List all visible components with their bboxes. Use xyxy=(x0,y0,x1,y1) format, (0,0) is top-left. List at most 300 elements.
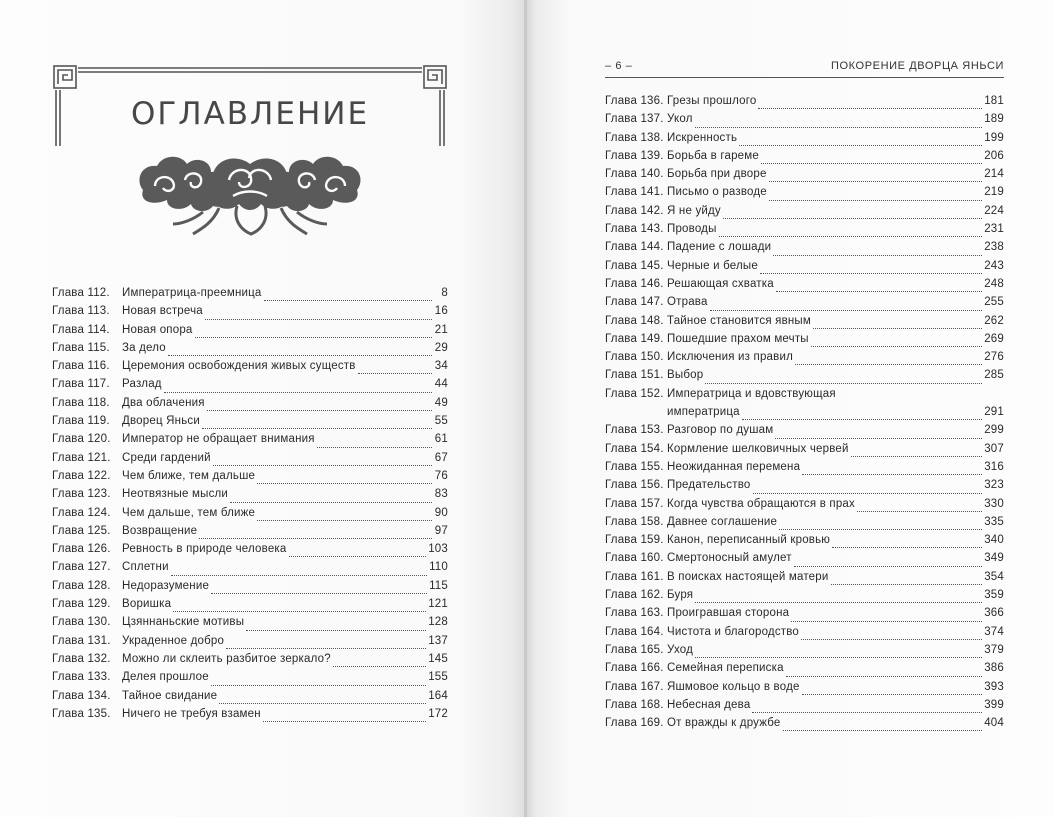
toc-entry xyxy=(605,296,1004,314)
chapter-title: Можно ли склеить разбитое зеркало? xyxy=(122,652,331,665)
chapter-page: 145 xyxy=(428,652,448,665)
chapter-page: 199 xyxy=(984,131,1004,144)
chapter-page: 255 xyxy=(984,296,1004,309)
chapter-page: 128 xyxy=(428,616,448,629)
chapter-title: Канон, переписанный кровью xyxy=(667,534,831,547)
toc-entry xyxy=(52,433,448,451)
toc-entry xyxy=(605,699,1004,717)
chapter-page: 214 xyxy=(984,168,1004,181)
chapter-page: 115 xyxy=(429,579,448,592)
chapter-page: 323 xyxy=(984,479,1004,492)
chapter-title: Черные и белые xyxy=(667,259,758,272)
chapter-number: Глава 153. xyxy=(605,424,664,437)
dot-leader xyxy=(710,309,983,311)
chapter-page: 103 xyxy=(428,543,448,556)
toc-entry xyxy=(52,470,448,488)
chapter-page: 55 xyxy=(434,415,448,428)
chapter-number: Глава 164. xyxy=(605,625,664,638)
chapter-page: 393 xyxy=(984,680,1004,693)
chapter-number: Глава 114. xyxy=(52,323,110,336)
dot-leader xyxy=(230,501,432,503)
dot-leader xyxy=(831,583,983,585)
chapter-page: 399 xyxy=(984,698,1004,711)
chapter-number: Глава 131. xyxy=(52,634,111,647)
chapter-title: Падение с лошади xyxy=(667,241,772,254)
chapter-page: 29 xyxy=(434,341,448,354)
toc-entry xyxy=(52,580,448,598)
chapter-title: Когда чувства обращаются в прах xyxy=(667,497,855,510)
dot-leader xyxy=(226,647,426,649)
chapter-title: Отрава xyxy=(667,296,708,309)
dot-leader xyxy=(246,629,426,631)
dot-leader xyxy=(769,199,982,201)
toc-entry xyxy=(52,507,448,525)
chapter-page: 219 xyxy=(984,186,1004,199)
chapter-title: Императрица-преемница xyxy=(122,287,262,299)
chapter-page: 224 xyxy=(984,204,1004,217)
toc-entry xyxy=(605,516,1004,534)
chapter-page: 316 xyxy=(984,460,1004,473)
chapter-title: Укол xyxy=(667,113,693,126)
toc-entry xyxy=(52,360,448,378)
dot-leader xyxy=(773,254,982,256)
chapter-number: Глава 150. xyxy=(605,351,664,364)
chapter-title: Тайное становится явным xyxy=(667,314,811,327)
running-head xyxy=(605,60,1004,76)
chapter-title: Воришка xyxy=(122,598,172,611)
dot-leader xyxy=(257,482,432,484)
dot-leader xyxy=(794,565,982,567)
chapter-title: Грезы прошлого xyxy=(667,95,757,107)
chapter-title: Разговор по душам xyxy=(667,424,774,437)
toc-entry xyxy=(605,479,1004,497)
chapter-number: Глава 132. xyxy=(52,652,111,665)
chapter-title: Делея прошлое xyxy=(122,671,209,684)
dot-leader xyxy=(211,592,427,594)
chapter-number: Глава 119. xyxy=(52,415,110,428)
chapter-page: 44 xyxy=(434,378,448,391)
dot-leader xyxy=(783,729,983,731)
cloud-ornament-icon xyxy=(133,150,367,242)
dot-leader xyxy=(168,354,432,356)
dot-leader xyxy=(723,217,982,219)
toc-entry xyxy=(52,635,448,653)
chapter-title: В поисках настоящей матери xyxy=(667,570,829,583)
chapter-number: Глава 149. xyxy=(605,332,664,345)
toc-title: ОГЛАВЛЕНИЕ xyxy=(130,96,370,132)
chapter-page: 76 xyxy=(434,469,448,482)
chapter-number: Глава 143. xyxy=(605,223,664,236)
book-title: ПОКОРЕНИЕ ДВОРЦА ЯНЬСИ xyxy=(831,60,1004,72)
dot-leader xyxy=(195,336,432,338)
chapter-page: 231 xyxy=(984,223,1004,236)
dot-leader xyxy=(289,555,427,557)
toc-entry xyxy=(605,681,1004,699)
chapter-page: 349 xyxy=(984,552,1004,565)
dot-leader xyxy=(205,318,432,320)
dot-leader xyxy=(832,546,982,548)
chapter-number: Глава 138. xyxy=(605,131,664,144)
dot-leader xyxy=(776,290,982,292)
chapter-page: 262 xyxy=(984,314,1004,327)
chapter-title: Новая встреча xyxy=(122,305,203,318)
chapter-page: 359 xyxy=(984,589,1004,602)
chapter-page: 269 xyxy=(984,332,1004,345)
chapter-number: Глава 140. xyxy=(605,168,664,181)
chapter-number: Глава 145. xyxy=(605,259,664,272)
dot-leader xyxy=(264,299,432,301)
dot-leader xyxy=(219,702,426,704)
chapter-page: 21 xyxy=(434,323,448,336)
chapter-page: 307 xyxy=(984,442,1004,455)
chapter-title: От вражды к дружбе xyxy=(667,717,781,730)
chapter-page: 276 xyxy=(984,351,1004,364)
toc-entry xyxy=(52,287,448,305)
chapter-number: Глава 112. xyxy=(52,287,110,299)
toc-entry xyxy=(605,717,1004,735)
chapter-number: Глава 127. xyxy=(52,561,111,574)
dot-leader xyxy=(802,473,982,475)
chapter-page: 49 xyxy=(434,396,448,409)
chapter-page: 34 xyxy=(434,360,448,373)
chapter-number: Глава 144. xyxy=(605,241,664,254)
chapter-page: 374 xyxy=(984,625,1004,638)
chapter-number: Глава 135. xyxy=(52,707,111,720)
dot-leader xyxy=(164,391,432,393)
chapter-number: Глава 157. xyxy=(605,497,664,510)
chapter-number: Глава 151. xyxy=(605,369,664,382)
header-rule xyxy=(605,77,1004,78)
dot-leader xyxy=(779,528,982,530)
chapter-number: Глава 155. xyxy=(605,460,664,473)
toc-entry xyxy=(52,397,448,415)
toc-entry xyxy=(52,415,448,433)
chapter-number: Глава 128. xyxy=(52,579,111,592)
chapter-page: 137 xyxy=(428,634,448,647)
chapter-page: 181 xyxy=(984,95,1004,107)
chapter-page: 299 xyxy=(984,424,1004,437)
chapter-title: Император не обращает внимания xyxy=(122,433,315,446)
toc-entry xyxy=(605,443,1004,461)
chapter-number: Глава 117. xyxy=(52,378,110,391)
toc-entry xyxy=(605,132,1004,150)
toc-entry xyxy=(605,644,1004,662)
dot-leader xyxy=(786,675,983,677)
chapter-title: Чем ближе, тем дальше xyxy=(122,469,256,482)
dot-leader xyxy=(257,519,432,521)
chapter-page: 340 xyxy=(984,534,1004,547)
toc-entry xyxy=(52,525,448,543)
dot-leader xyxy=(263,720,426,722)
chapter-number: Глава 139. xyxy=(605,149,664,162)
toc-entry xyxy=(605,461,1004,479)
chapter-number: Глава 141. xyxy=(605,186,664,199)
chapter-number: Глава 161. xyxy=(605,570,664,583)
chapter-page: 291 xyxy=(984,406,1004,419)
chapter-page: 206 xyxy=(984,149,1004,162)
chapter-title: Буря xyxy=(667,589,694,602)
chapter-title: Разлад xyxy=(122,378,162,391)
dot-leader xyxy=(719,235,983,237)
chapter-number: Глава 113. xyxy=(52,305,110,318)
chapter-number: Глава 137. xyxy=(605,113,664,126)
dot-leader xyxy=(739,144,982,146)
dot-leader xyxy=(333,665,426,667)
chapter-title-continued: императрица xyxy=(667,406,740,419)
chapter-number: Глава 165. xyxy=(605,643,664,656)
chapter-title: Яшмовое кольцо в воде xyxy=(667,680,800,693)
chapter-number: Глава 130. xyxy=(52,616,111,629)
chapter-title: Пошедшие прахом мечты xyxy=(667,332,809,345)
toc-entry xyxy=(605,241,1004,259)
toc-entry xyxy=(605,424,1004,442)
chapter-page: 164 xyxy=(428,689,448,702)
chapter-number: Глава 133. xyxy=(52,671,111,684)
chapter-title: Предательство xyxy=(667,479,751,492)
chapter-title: Небесная дева xyxy=(667,698,751,711)
toc-entry xyxy=(605,95,1004,113)
chapter-number: Глава 136. xyxy=(605,95,664,107)
chapter-number: Глава 126. xyxy=(52,543,111,556)
chapter-number: Глава 122. xyxy=(52,469,111,482)
toc-entry xyxy=(605,333,1004,351)
toc-entry xyxy=(605,205,1004,223)
toc-list-left xyxy=(52,287,448,726)
chapter-page: 243 xyxy=(984,259,1004,272)
toc-entry xyxy=(52,671,448,689)
toc-entry xyxy=(605,388,1004,425)
chapter-number: Глава 120. xyxy=(52,433,111,446)
chapter-number: Глава 159. xyxy=(605,534,664,547)
toc-entry xyxy=(605,278,1004,296)
toc-entry xyxy=(605,571,1004,589)
book-gutter xyxy=(524,0,527,817)
chapter-title: Семейная переписка xyxy=(667,662,784,675)
toc-entry xyxy=(52,342,448,360)
chapter-title: Проигравшая сторона xyxy=(667,607,790,620)
chapter-title: Борьба при дворе xyxy=(667,168,767,181)
chapter-number: Глава 123. xyxy=(52,488,111,501)
dot-leader xyxy=(791,620,982,622)
dot-leader xyxy=(857,510,982,512)
dot-leader xyxy=(813,327,982,329)
dot-leader xyxy=(213,464,432,466)
toc-entry xyxy=(52,616,448,634)
toc-entry xyxy=(605,186,1004,204)
chapter-page: 155 xyxy=(428,671,448,684)
chapter-title: Исключения из правил xyxy=(667,351,793,364)
chapter-page: 189 xyxy=(984,113,1004,126)
dot-leader xyxy=(199,537,432,539)
chapter-number: Глава 147. xyxy=(605,296,664,309)
chapter-number: Глава 169. xyxy=(605,717,664,730)
chapter-number: Глава 152. xyxy=(605,387,664,400)
chapter-number: Глава 146. xyxy=(605,277,664,290)
toc-entry xyxy=(605,607,1004,625)
chapter-page: 366 xyxy=(984,607,1004,620)
chapter-page: 97 xyxy=(434,524,448,537)
toc-entry xyxy=(52,452,448,470)
dot-leader xyxy=(695,601,982,603)
toc-entry xyxy=(605,223,1004,241)
dot-leader xyxy=(705,382,982,384)
toc-entry xyxy=(52,305,448,323)
chapter-number: Глава 142. xyxy=(605,204,664,217)
chapter-title: Императрица и вдовствующая xyxy=(667,387,836,400)
chapter-title: Выбор xyxy=(667,369,704,382)
toc-entry xyxy=(605,168,1004,186)
toc-entry xyxy=(52,378,448,396)
chapter-number: Глава 124. xyxy=(52,506,111,519)
chapter-number: Глава 160. xyxy=(605,552,664,565)
toc-entry xyxy=(52,690,448,708)
chapter-title: Новая опора xyxy=(122,323,193,336)
chapter-number: Глава 116. xyxy=(52,360,110,373)
chapter-title: Проводы xyxy=(667,223,717,236)
chapter-page: 379 xyxy=(984,643,1004,656)
chapter-number: Глава 121. xyxy=(52,451,111,464)
chapter-number: Глава 156. xyxy=(605,479,664,492)
chapter-page: 248 xyxy=(984,277,1004,290)
dot-leader xyxy=(795,363,982,365)
dot-leader xyxy=(851,455,983,457)
toc-entry xyxy=(52,598,448,616)
chapter-title: Ничего не требуя взамен xyxy=(122,707,261,720)
chapter-number: Глава 129. xyxy=(52,598,111,611)
chapter-page: 330 xyxy=(984,497,1004,510)
chapter-title: Сплетни xyxy=(122,561,169,574)
dot-leader xyxy=(695,656,982,658)
chapter-number: Глава 168. xyxy=(605,698,664,711)
dot-leader xyxy=(752,711,982,713)
chapter-title: Письмо о разводе xyxy=(667,186,767,199)
chapter-title: Решающая схватка xyxy=(667,277,774,290)
dot-leader xyxy=(775,437,982,439)
toc-entry xyxy=(605,369,1004,387)
chapter-page: 172 xyxy=(428,707,448,720)
dot-leader xyxy=(801,638,982,640)
toc-entry xyxy=(605,626,1004,644)
dot-leader xyxy=(802,693,983,695)
dot-leader xyxy=(760,272,982,274)
chapter-number: Глава 166. xyxy=(605,662,664,675)
chapter-title: Дворец Яньси xyxy=(122,415,200,428)
dot-leader xyxy=(811,345,982,347)
toc-entry xyxy=(605,589,1004,607)
toc-entry xyxy=(52,708,448,726)
chapter-title: Кормление шелковичных червей xyxy=(667,442,849,455)
toc-entry xyxy=(605,498,1004,516)
chapter-title: За дело xyxy=(122,341,166,354)
chapter-title: Недоразумение xyxy=(122,579,210,592)
chapter-number: Глава 158. xyxy=(605,515,664,528)
chapter-page: 238 xyxy=(984,241,1004,254)
dot-leader xyxy=(742,418,982,420)
toc-entry xyxy=(605,150,1004,168)
chapter-title: Чистота и благородство xyxy=(667,625,800,638)
chapter-title: Неотвязные мысли xyxy=(122,488,229,501)
chapter-page: 110 xyxy=(429,561,448,574)
chapter-number: Глава 162. xyxy=(605,589,664,602)
chapter-page: 61 xyxy=(434,433,448,446)
toc-entry xyxy=(605,113,1004,131)
dot-leader xyxy=(769,180,983,182)
chapter-title: Среди гардений xyxy=(122,451,211,464)
chapter-title: Ревность в природе человека xyxy=(122,543,287,556)
toc-entry xyxy=(52,324,448,342)
chapter-page: 8 xyxy=(441,287,448,299)
toc-entry xyxy=(52,543,448,561)
chapter-title: Два облачения xyxy=(122,396,205,409)
chapter-number: Глава 154. xyxy=(605,442,664,455)
dot-leader xyxy=(211,684,426,686)
chapter-page: 90 xyxy=(434,506,448,519)
chapter-page: 386 xyxy=(984,662,1004,675)
chapter-number: Глава 118. xyxy=(52,396,110,409)
dot-leader xyxy=(695,126,983,128)
chapter-title: Церемония освобождения живых существ xyxy=(122,360,356,373)
dot-leader xyxy=(761,162,982,164)
chapter-title: Цзяннаньские мотивы xyxy=(122,616,245,629)
chapter-page: 83 xyxy=(434,488,448,501)
dot-leader xyxy=(358,372,432,374)
chapter-title: Тайное свидание xyxy=(122,689,218,702)
toc-entry xyxy=(605,662,1004,680)
toc-entry xyxy=(605,351,1004,369)
chapter-number: Глава 125. xyxy=(52,524,111,537)
chapter-title: Борьба в гареме xyxy=(667,149,759,162)
toc-entry xyxy=(52,488,448,506)
toc-entry xyxy=(605,260,1004,278)
chapter-page: 16 xyxy=(434,305,448,318)
chapter-number: Глава 134. xyxy=(52,689,111,702)
page-number: – 6 – xyxy=(605,60,633,72)
chapter-title: Давнее соглашение xyxy=(667,515,778,528)
dot-leader xyxy=(171,574,427,576)
dot-leader xyxy=(317,446,432,448)
chapter-number: Глава 148. xyxy=(605,314,664,327)
chapter-title: Неожиданная перемена xyxy=(667,460,801,473)
chapter-title: Чем дальше, тем ближе xyxy=(122,506,256,519)
chapter-page: 285 xyxy=(984,369,1004,382)
chapter-page: 67 xyxy=(434,451,448,464)
toc-entry xyxy=(52,561,448,579)
toc-entry xyxy=(605,552,1004,570)
dot-leader xyxy=(758,107,982,109)
chapter-number: Глава 163. xyxy=(605,607,664,620)
dot-leader xyxy=(173,610,426,612)
chapter-title: Украденное добро xyxy=(122,634,225,647)
chapter-title: Возвращение xyxy=(122,524,198,537)
chapter-number: Глава 167. xyxy=(605,680,664,693)
dot-leader xyxy=(753,492,983,494)
toc-entry xyxy=(605,534,1004,552)
chapter-title: Искренность xyxy=(667,131,738,144)
chapter-title: Смертоносный амулет xyxy=(667,552,792,565)
toc-entry xyxy=(52,653,448,671)
chapter-title: Уход xyxy=(667,643,694,656)
chapter-title: Я не уйду xyxy=(667,204,721,217)
dot-leader xyxy=(202,427,432,429)
chapter-page: 121 xyxy=(428,598,448,611)
toc-list-right xyxy=(605,95,1004,735)
toc-entry xyxy=(605,315,1004,333)
chapter-page: 354 xyxy=(984,570,1004,583)
dot-leader xyxy=(207,409,432,411)
chapter-page: 335 xyxy=(984,515,1004,528)
chapter-number: Глава 115. xyxy=(52,341,110,354)
chapter-page: 404 xyxy=(984,717,1004,730)
